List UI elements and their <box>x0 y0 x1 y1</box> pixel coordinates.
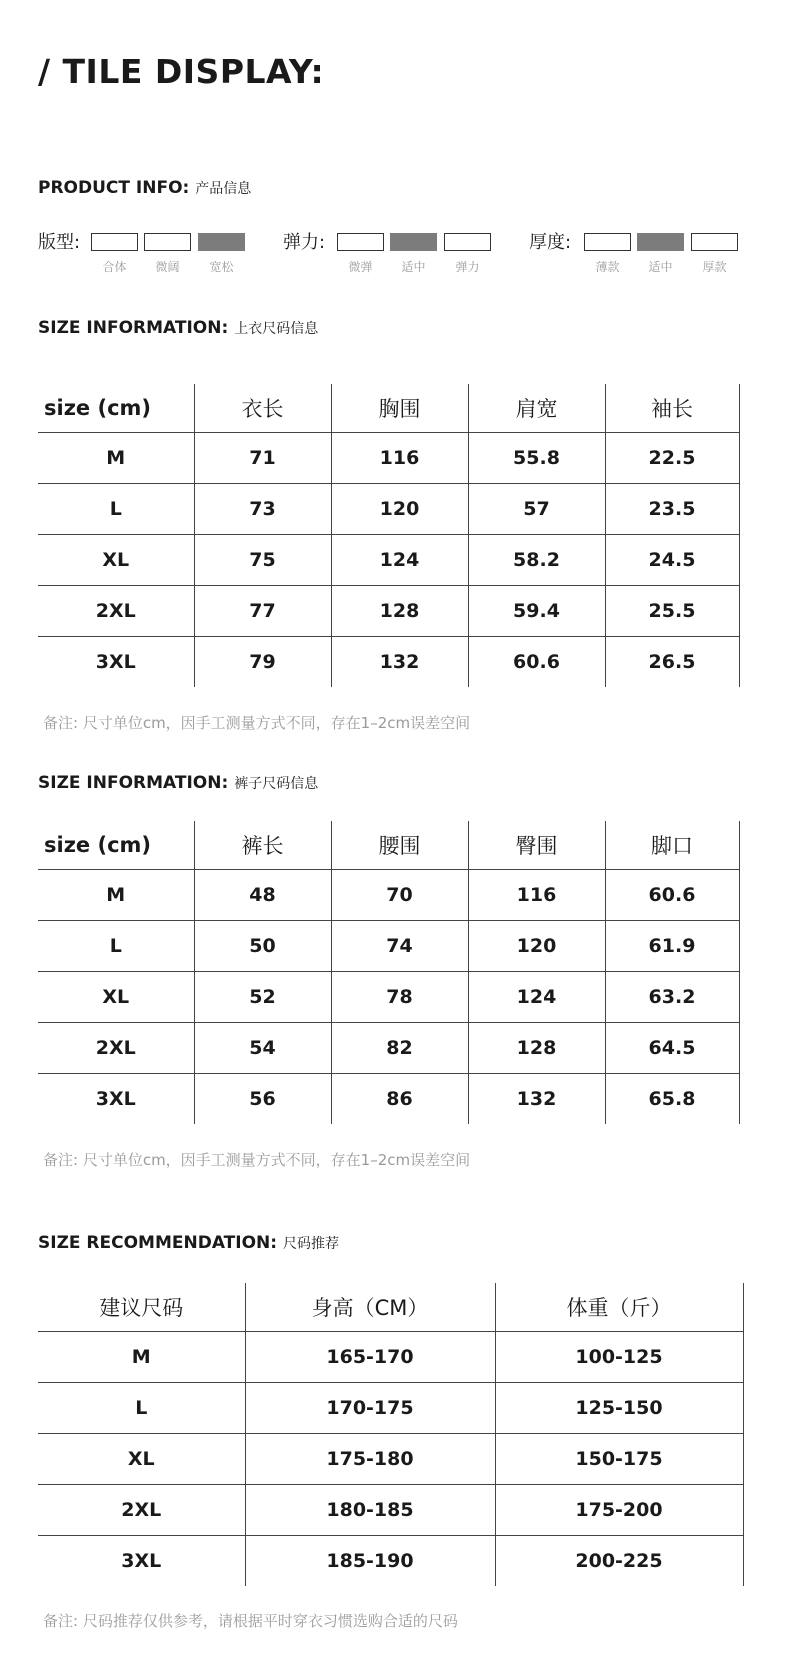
table-row <box>38 433 739 484</box>
fit-option-box <box>144 233 191 251</box>
table-cell: 24.5 <box>605 535 739 586</box>
table-cell: 170-175 <box>245 1383 495 1434</box>
table-header-row <box>38 1283 743 1332</box>
size-cell: 3XL <box>38 1074 194 1125</box>
table-row <box>38 1074 739 1125</box>
column-header: 体重（斤） <box>495 1283 743 1332</box>
column-header: 肩宽 <box>468 384 605 433</box>
size-recommendation-heading-en: SIZE RECOMMENDATION: <box>38 1233 278 1253</box>
pants-size-heading-cn: 裤子尺码信息 <box>234 776 319 792</box>
page-title: / TILE DISPLAY: <box>38 52 325 91</box>
stretch-option-caption: 微弹 <box>348 260 373 274</box>
table-cell: 23.5 <box>605 484 739 535</box>
table-cell: 65.8 <box>605 1074 739 1125</box>
size-recommendation-heading-cn: 尺码推荐 <box>283 1236 340 1252</box>
size-recommendation-table <box>38 1283 744 1586</box>
stretch-option-caption: 适中 <box>401 260 426 274</box>
size-cell: XL <box>38 1434 245 1485</box>
table-cell: 63.2 <box>605 972 739 1023</box>
table-cell: 58.2 <box>468 535 605 586</box>
table-cell: 185-190 <box>245 1536 495 1587</box>
table-cell: 70 <box>331 870 468 921</box>
table-header-row <box>38 821 739 870</box>
fit-option-caption: 微阔 <box>155 260 180 274</box>
table-cell: 100-125 <box>495 1332 743 1383</box>
table-row <box>38 870 739 921</box>
fit-option-caption: 宽松 <box>209 260 234 274</box>
table-header-row <box>38 384 739 433</box>
table-row <box>38 586 739 637</box>
thickness-option-caption: 厚款 <box>702 260 727 274</box>
table-cell: 50 <box>194 921 331 972</box>
table-cell: 116 <box>468 870 605 921</box>
table-row <box>38 484 739 535</box>
pants-size-table <box>38 821 740 1124</box>
table-cell: 57 <box>468 484 605 535</box>
table-cell: 61.9 <box>605 921 739 972</box>
table-cell: 132 <box>468 1074 605 1125</box>
pants-note: 备注: 尺寸单位cm，因手工测量方式不同，存在1–2cm误差空间 <box>43 1151 471 1169</box>
table-row <box>38 1383 743 1434</box>
column-header: 胸围 <box>331 384 468 433</box>
table-cell: 74 <box>331 921 468 972</box>
size-cell: L <box>38 1383 245 1434</box>
size-cell: 3XL <box>38 637 194 688</box>
table-cell: 79 <box>194 637 331 688</box>
table-cell: 60.6 <box>468 637 605 688</box>
column-header: 身高（CM） <box>245 1283 495 1332</box>
tops-size-heading-en: SIZE INFORMATION: <box>38 318 229 338</box>
table-cell: 59.4 <box>468 586 605 637</box>
table-cell: 60.6 <box>605 870 739 921</box>
pants-size-heading <box>38 773 318 793</box>
table-cell: 132 <box>331 637 468 688</box>
table-row <box>38 1485 743 1536</box>
thickness-option-box <box>637 233 684 251</box>
size-cell: 2XL <box>38 1023 194 1074</box>
table-cell: 78 <box>331 972 468 1023</box>
table-cell: 165-170 <box>245 1332 495 1383</box>
size-cell: L <box>38 921 194 972</box>
table-cell: 25.5 <box>605 586 739 637</box>
column-header: 建议尺码 <box>38 1283 245 1332</box>
table-cell: 128 <box>468 1023 605 1074</box>
table-cell: 64.5 <box>605 1023 739 1074</box>
size-cell: 2XL <box>38 1485 245 1536</box>
stretch-option-box <box>444 233 491 251</box>
table-cell: 175-200 <box>495 1485 743 1536</box>
fit-option-box <box>91 233 138 251</box>
table-row <box>38 1023 739 1074</box>
tops-note: 备注: 尺寸单位cm，因手工测量方式不同，存在1–2cm误差空间 <box>43 714 471 732</box>
table-cell: 116 <box>331 433 468 484</box>
table-cell: 124 <box>331 535 468 586</box>
table-cell: 82 <box>331 1023 468 1074</box>
stretch-option-box <box>337 233 384 251</box>
table-cell: 52 <box>194 972 331 1023</box>
product-info-heading <box>38 178 251 198</box>
table-row <box>38 1434 743 1485</box>
thickness-option-caption: 适中 <box>648 260 673 274</box>
table-row <box>38 1536 743 1587</box>
table-row <box>38 535 739 586</box>
table-cell: 22.5 <box>605 433 739 484</box>
table-cell: 120 <box>468 921 605 972</box>
size-recommendation-heading <box>38 1233 339 1253</box>
column-header: size (cm) <box>38 821 194 870</box>
table-cell: 86 <box>331 1074 468 1125</box>
column-header: 裤长 <box>194 821 331 870</box>
tops-size-table <box>38 384 740 687</box>
table-cell: 175-180 <box>245 1434 495 1485</box>
table-cell: 180-185 <box>245 1485 495 1536</box>
recommendation-note: 备注: 尺码推荐仅供参考，请根据平时穿衣习惯选购合适的尺码 <box>43 1612 458 1630</box>
thickness-option-caption: 薄款 <box>595 260 620 274</box>
tops-size-heading-cn: 上衣尺码信息 <box>234 321 319 337</box>
table-cell: 56 <box>194 1074 331 1125</box>
size-cell: M <box>38 433 194 484</box>
table-row <box>38 1332 743 1383</box>
table-cell: 75 <box>194 535 331 586</box>
table-cell: 55.8 <box>468 433 605 484</box>
table-cell: 77 <box>194 586 331 637</box>
table-cell: 73 <box>194 484 331 535</box>
column-header: 臀围 <box>468 821 605 870</box>
table-cell: 128 <box>331 586 468 637</box>
tops-size-heading <box>38 318 318 338</box>
size-cell: M <box>38 870 194 921</box>
stretch-label: 弹力: <box>283 232 326 253</box>
size-cell: XL <box>38 972 194 1023</box>
table-cell: 71 <box>194 433 331 484</box>
product-info-heading-en: PRODUCT INFO: <box>38 178 190 198</box>
fit-option-caption: 合体 <box>102 260 127 274</box>
table-cell: 200-225 <box>495 1536 743 1587</box>
table-cell: 26.5 <box>605 637 739 688</box>
column-header: 衣长 <box>194 384 331 433</box>
size-cell: 3XL <box>38 1536 245 1587</box>
size-cell: XL <box>38 535 194 586</box>
table-cell: 124 <box>468 972 605 1023</box>
product-info-heading-cn: 产品信息 <box>195 181 252 197</box>
thickness-label: 厚度: <box>529 232 572 253</box>
stretch-option-box <box>390 233 437 251</box>
column-header: 脚口 <box>605 821 739 870</box>
table-cell: 48 <box>194 870 331 921</box>
fit-label: 版型: <box>38 232 81 253</box>
size-cell: L <box>38 484 194 535</box>
thickness-option-box <box>584 233 631 251</box>
size-cell: 2XL <box>38 586 194 637</box>
table-cell: 120 <box>331 484 468 535</box>
column-header: 袖长 <box>605 384 739 433</box>
thickness-option-box <box>691 233 738 251</box>
size-cell: M <box>38 1332 245 1383</box>
pants-size-heading-en: SIZE INFORMATION: <box>38 773 229 793</box>
column-header: 腰围 <box>331 821 468 870</box>
table-cell: 150-175 <box>495 1434 743 1485</box>
fit-option-box <box>198 233 245 251</box>
table-row <box>38 972 739 1023</box>
table-cell: 125-150 <box>495 1383 743 1434</box>
stretch-option-caption: 弹力 <box>455 260 480 274</box>
table-row <box>38 637 739 688</box>
column-header: size (cm) <box>38 384 194 433</box>
table-row <box>38 921 739 972</box>
table-cell: 54 <box>194 1023 331 1074</box>
